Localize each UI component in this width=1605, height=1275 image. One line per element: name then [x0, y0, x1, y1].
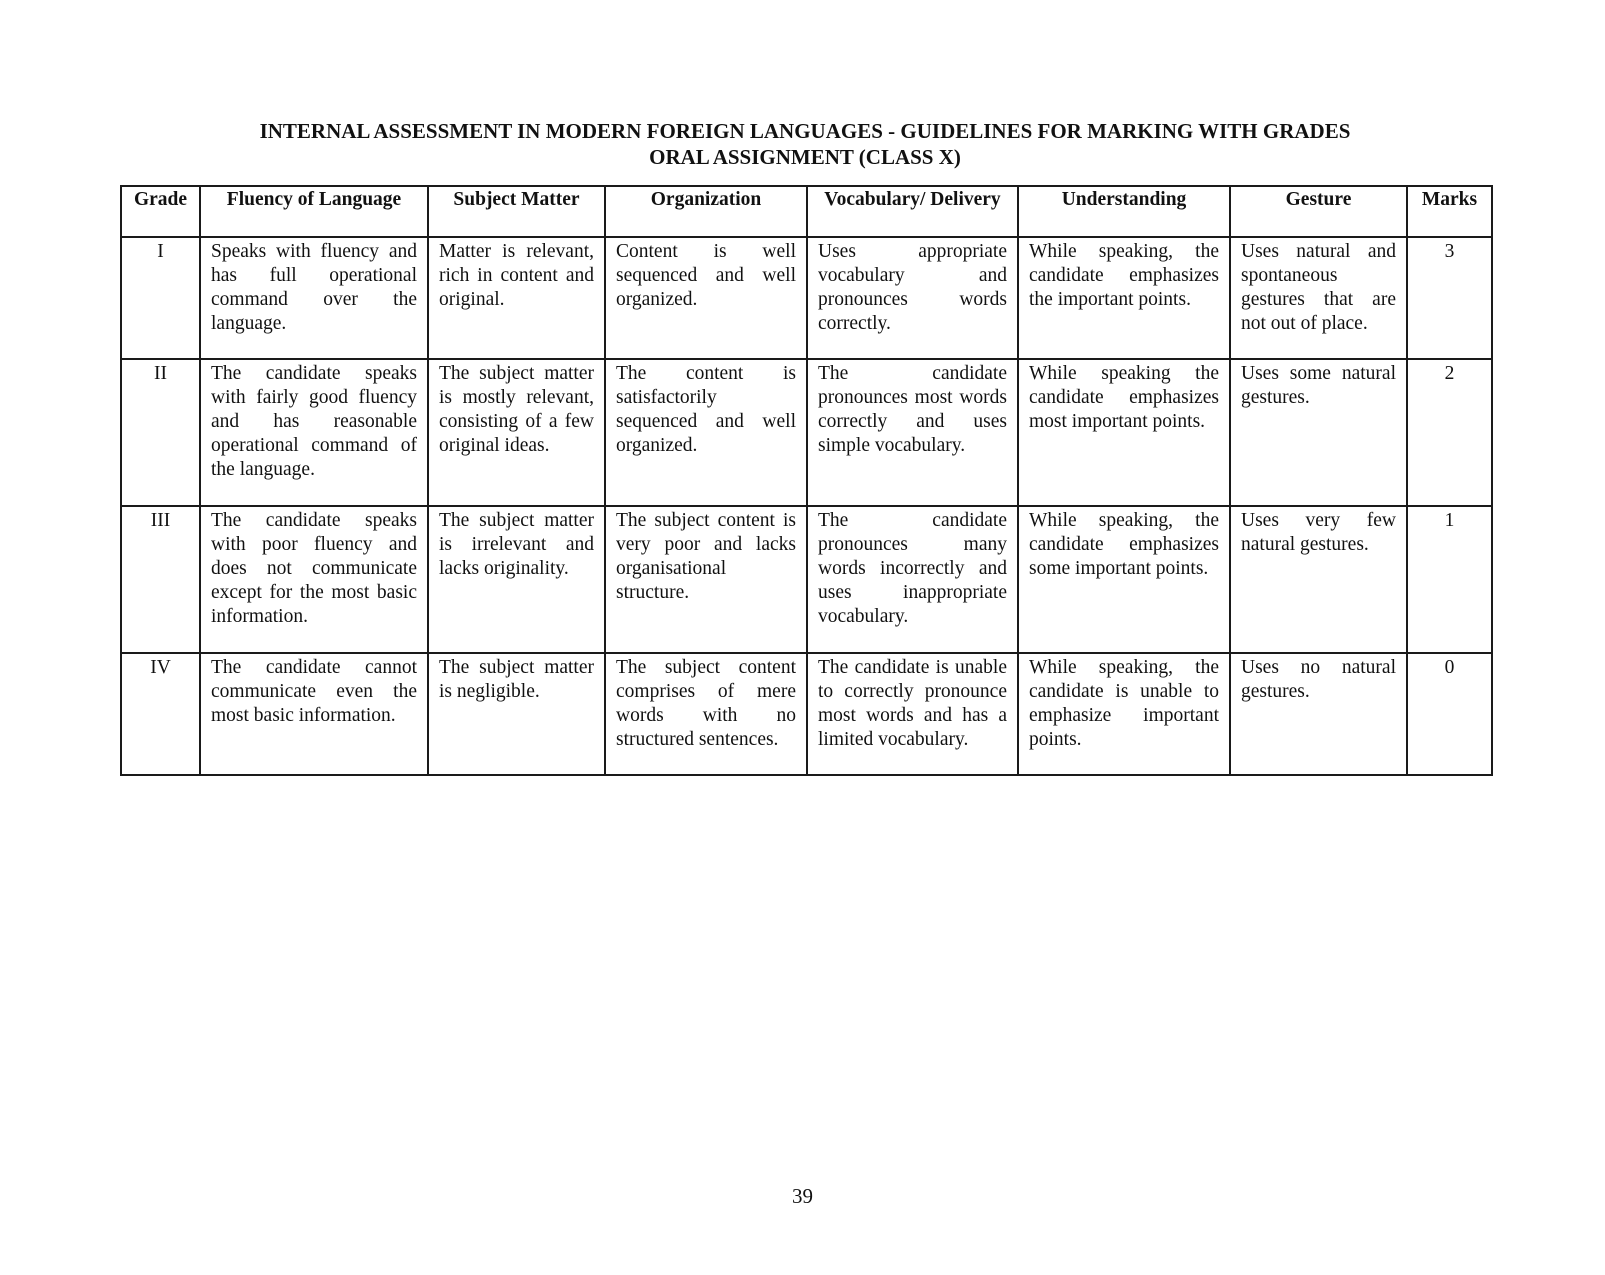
cell-gesture: Uses no natural gestures. — [1230, 653, 1407, 775]
table-header-row — [121, 186, 1492, 237]
header-subject-matter: Subject Matter — [428, 186, 605, 237]
cell-understanding: While speaking the candidate emphasizes most important points. — [1018, 359, 1230, 506]
cell-marks: 2 — [1407, 359, 1492, 506]
cell-fluency: Speaks with fluency and has full operational command over the language. — [200, 237, 428, 359]
cell-subject-matter: Matter is relevant, rich in content and original. — [428, 237, 605, 359]
header-fluency: Fluency of Language — [200, 186, 428, 237]
cell-fluency: The candidate speaks with poor fluency and does not communicate except for the most basic information. — [200, 506, 428, 653]
document-heading — [120, 118, 1490, 170]
cell-organization: The subject content is very poor and lacks organisational structure. — [605, 506, 807, 653]
cell-vocabulary: The candidate pronounces most words correctly and uses simple vocabulary. — [807, 359, 1018, 506]
title-line-2: ORAL ASSIGNMENT (CLASS X) — [649, 145, 961, 169]
title-line-1: INTERNAL ASSESSMENT IN MODERN FOREIGN LANGUAGES - GUIDELINES FOR MARKING WITH GRADES — [259, 119, 1351, 143]
cell-gesture: Uses very few natural gestures. — [1230, 506, 1407, 653]
header-vocabulary-delivery: Vocabulary/ Delivery — [807, 186, 1018, 237]
cell-subject-matter: The subject matter is negligible. — [428, 653, 605, 775]
cell-gesture: Uses natural and spontaneous gestures that are not out of place. — [1230, 237, 1407, 359]
cell-marks: 3 — [1407, 237, 1492, 359]
cell-grade: III — [121, 506, 200, 653]
header-understanding: Understanding — [1018, 186, 1230, 237]
cell-marks: 0 — [1407, 653, 1492, 775]
cell-grade: I — [121, 237, 200, 359]
page-number: 39 — [792, 1184, 813, 1208]
table-row — [121, 237, 1492, 359]
cell-understanding: While speaking, the candidate is unable to emphasize important points. — [1018, 653, 1230, 775]
cell-subject-matter: The subject matter is irrelevant and lacks originality. — [428, 506, 605, 653]
cell-organization: Content is well sequenced and well organized. — [605, 237, 807, 359]
cell-grade: IV — [121, 653, 200, 775]
cell-vocabulary: The candidate is unable to correctly pronounce most words and has a limited vocabulary. — [807, 653, 1018, 775]
header-organization: Organization — [605, 186, 807, 237]
cell-marks: 1 — [1407, 506, 1492, 653]
cell-grade: II — [121, 359, 200, 506]
cell-fluency: The candidate cannot communicate even the most basic information. — [200, 653, 428, 775]
cell-organization: The content is satisfactorily sequenced and well organized. — [605, 359, 807, 506]
cell-understanding: While speaking, the candidate emphasizes some important points. — [1018, 506, 1230, 653]
table-row — [121, 506, 1492, 653]
cell-vocabulary: The candidate pronounces many words incorrectly and uses inappropriate vocabulary. — [807, 506, 1018, 653]
header-gesture: Gesture — [1230, 186, 1407, 237]
table-row — [121, 653, 1492, 775]
grading-rubric-table — [120, 185, 1493, 776]
cell-vocabulary: Uses appropriate vocabulary and pronounces words correctly. — [807, 237, 1018, 359]
cell-gesture: Uses some natural gestures. — [1230, 359, 1407, 506]
header-marks: Marks — [1407, 186, 1492, 237]
header-grade: Grade — [121, 186, 200, 237]
cell-subject-matter: The subject matter is mostly relevant, consisting of a few original ideas. — [428, 359, 605, 506]
cell-fluency: The candidate speaks with fairly good fluency and has reasonable operational command of the language. — [200, 359, 428, 506]
table-row — [121, 359, 1492, 506]
cell-organization: The subject content comprises of mere words with no structured sentences. — [605, 653, 807, 775]
cell-understanding: While speaking, the candidate emphasizes the important points. — [1018, 237, 1230, 359]
